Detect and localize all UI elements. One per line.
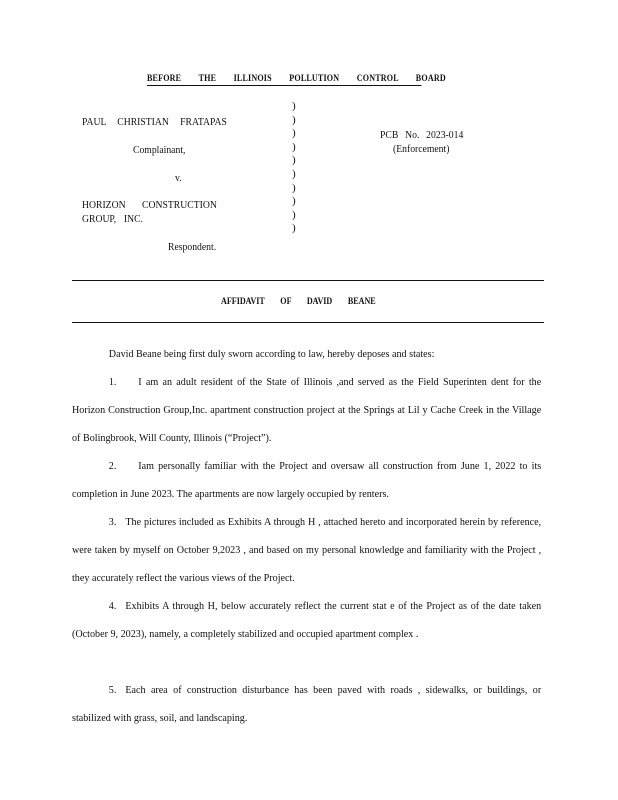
paragraph-3 <box>72 508 541 592</box>
respondent-name-line1: HORIZON CONSTRUCTION <box>82 199 217 211</box>
paragraph-text: Exhibits A through H, below accurately reflect the current stat e of the Project as of the date taken (October 9, 2023), namely, a completely stabilized and occupied apartment complex . <box>72 600 542 640</box>
paragraph-1 <box>72 368 541 452</box>
paragraph-text: Iam personally familiar with the Project and oversaw all construction from June 1, 2022 to its completion in June 2023. The apartments are now largely occupied by renters. <box>72 460 542 500</box>
paragraph-5 <box>72 676 541 732</box>
paragraph-number: 2. <box>108 460 117 472</box>
paragraph-text: The pictures included as Exhibits A through H , attached hereto and incorporated herein by reference, were taken by myself on October 9,2023 , and based on my personal knowledge and familiarity with the Project , they accurately reflect the various views of the Project. <box>72 516 542 584</box>
respondent-role: Respondent. <box>168 241 217 253</box>
paragraph-number: 4. <box>108 600 117 612</box>
case-number: PCB No. 2023-014 <box>380 129 464 141</box>
versus-label: v. <box>175 172 182 184</box>
case-type: (Enforcement) <box>393 143 450 155</box>
board-title: BEFORE THE ILLINOIS POLLUTION CONTROL BOARD <box>147 74 446 84</box>
paragraph-number: 3. <box>108 516 117 528</box>
document-title: AFFIDAVIT OF DAVID BEANE <box>221 297 376 307</box>
bottom-divider <box>72 322 544 323</box>
intro-paragraph <box>72 340 541 368</box>
paragraph-number: 1. <box>108 376 117 388</box>
complainant-name: PAUL CHRISTIAN FRATAPAS <box>82 116 227 128</box>
paragraph-4 <box>72 592 541 648</box>
paragraph-2 <box>72 452 541 508</box>
respondent-name-line2: GROUP, INC. <box>82 213 143 225</box>
top-divider <box>72 280 544 281</box>
paragraph-text: I am an adult resident of the State of Illinois ,and served as the Field Superinten dent for the Horizon Construction Group,Inc. apartment construction project at the Springs at Lil y Cache Creek in the Village of Bolingbrook, Will County, Illinois (“Project”). <box>72 376 542 444</box>
intro-text: David Beane being first duly sworn according to law, hereby deposes and states: <box>108 348 435 360</box>
paragraph-number: 5. <box>108 684 117 696</box>
paragraph-text: Each area of construction disturbance has been paved with roads , sidewalks, or buildings, or stabilized with grass, soil, and landscaping. <box>72 684 542 724</box>
complainant-role: Complainant, <box>133 144 186 156</box>
caption-parentheses: ) ) ) ) ) ) ) ) ) ) <box>292 100 296 235</box>
